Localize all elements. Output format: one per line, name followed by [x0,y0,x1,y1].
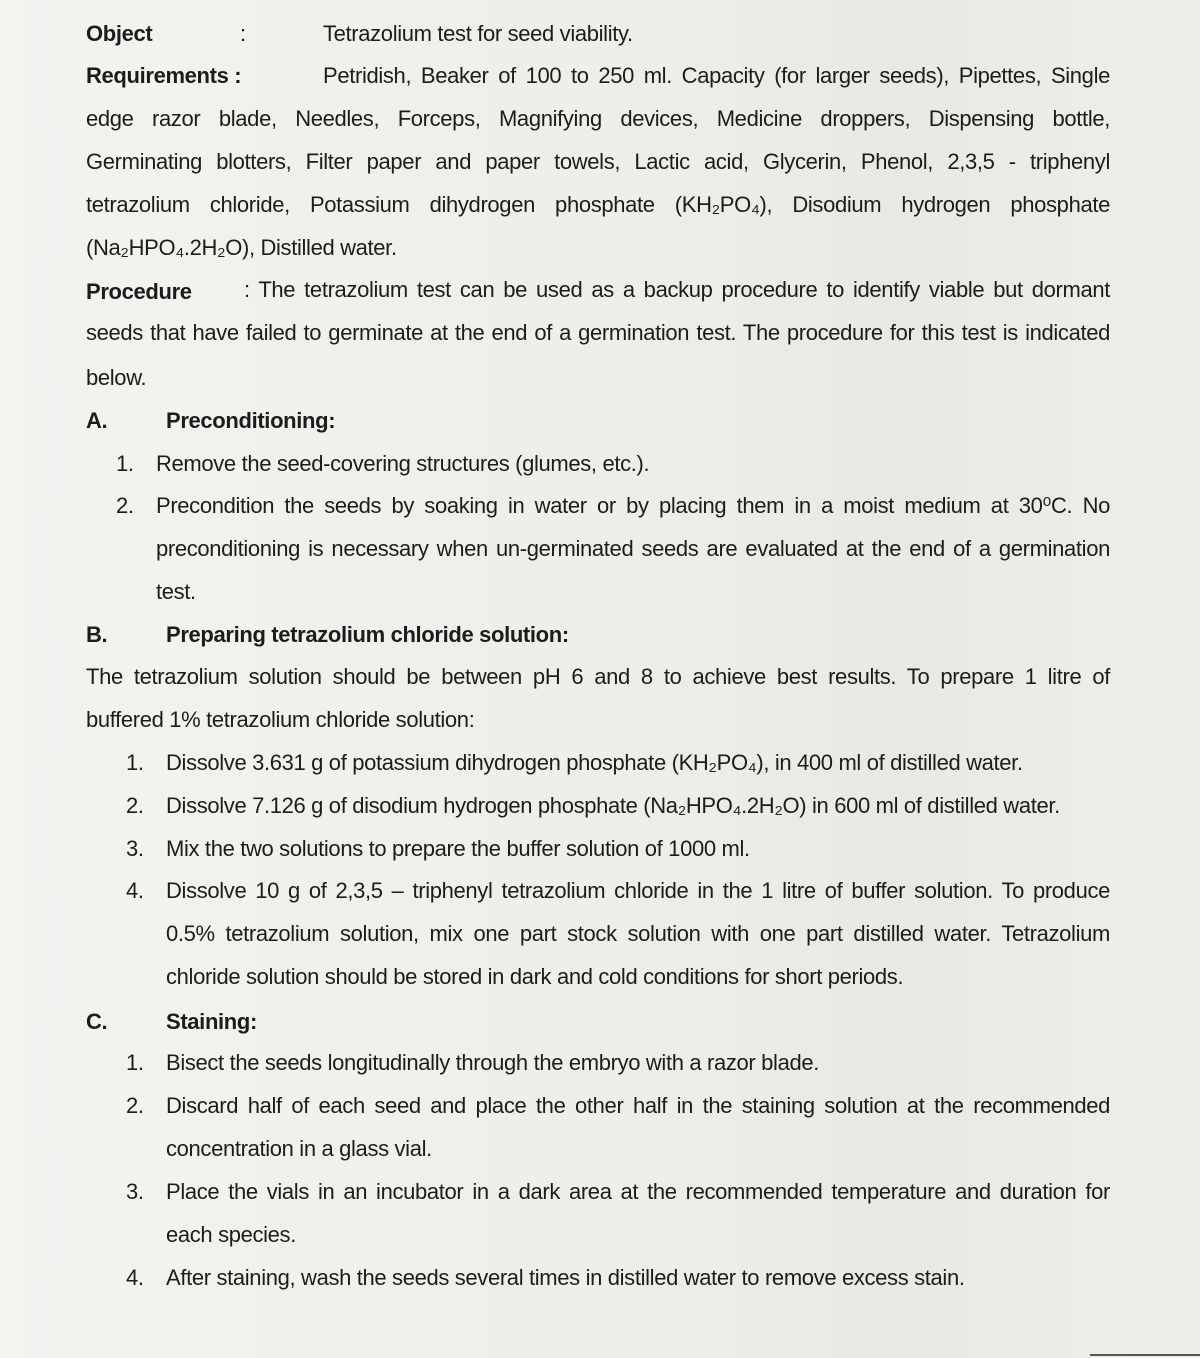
section-a-item-2-line-2: preconditioning is necessary when un-germinated seeds are evaluated at the end of a germination [156,536,1110,561]
section-c-item-2-num: 2. [126,1093,144,1118]
section-c-item-3-line-2: each species. [166,1222,296,1247]
section-c-item-3-num: 3. [126,1179,144,1204]
procedure-line-1: : The tetrazolium test can be used as a backup procedure to identify viable but dormant [244,277,1110,302]
section-b-item-3-num: 3. [126,836,144,861]
section-b-item-2-num: 2. [126,793,144,818]
requirements-line-3: Germinating blotters, Filter paper and paper towels, Lactic acid, Glycerin, Phenol, 2,3,5 - triphenyl [86,149,1110,174]
section-b-intro-2: buffered 1% tetrazolium chloride solution: [86,707,475,732]
section-b-item-4-num: 4. [126,878,144,903]
requirements-label: Requirements : [86,63,242,88]
section-c-item-2-line-1: Discard half of each seed and place the other half in the staining solution at the recommended [166,1093,1110,1118]
section-b-heading: Preparing tetrazolium chloride solution: [166,622,569,647]
section-c-item-3-line-1: Place the vials in an incubator in a dark area at the recommended temperature and duration for [166,1179,1110,1204]
section-b-item-4-line-3: chloride solution should be stored in dark and cold conditions for short periods. [166,964,904,989]
section-a-item-2-line-3: test. [156,579,196,604]
page-bottom-rule [1090,1354,1200,1356]
requirements-line-5: (Na₂HPO₄.2H₂O), Distilled water. [86,235,397,260]
procedure-line-2: seeds that have failed to germinate at the end of a germination test. The procedure for this test is indicated [86,320,1110,345]
requirements-line-4: tetrazolium chloride, Potassium dihydrogen phosphate (KH₂PO₄), Disodium hydrogen phosphate [86,192,1110,217]
section-c-item-4-text: After staining, wash the seeds several times in distilled water to remove excess stain. [166,1265,965,1290]
procedure-line-3: below. [86,365,147,390]
section-c-item-2-line-2: concentration in a glass vial. [166,1136,432,1161]
section-c-item-4-num: 4. [126,1265,144,1290]
object-label: Object [86,21,153,46]
section-a-letter: A. [86,408,108,433]
section-b-item-4-line-1: Dissolve 10 g of 2,3,5 – triphenyl tetrazolium chloride in the 1 litre of buffer solution. To produce [166,878,1110,903]
section-a-item-2-line-1: Precondition the seeds by soaking in water or by placing them in a moist medium at 30⁰C. No [156,493,1110,518]
object-text: Tetrazolium test for seed viability. [323,21,633,46]
section-b-letter: B. [86,622,108,647]
section-a-item-1-num: 1. [116,451,134,476]
section-a-item-1-text: Remove the seed-covering structures (glumes, etc.). [156,451,650,476]
section-b-item-3-text: Mix the two solutions to prepare the buffer solution of 1000 ml. [166,836,750,861]
section-a-heading: Preconditioning: [166,408,336,433]
section-c-letter: C. [86,1009,108,1034]
requirements-line-1: Petridish, Beaker of 100 to 250 ml. Capacity (for larger seeds), Pipettes, Single [323,63,1110,88]
section-b-item-2-text: Dissolve 7.126 g of disodium hydrogen phosphate (Na₂HPO₄.2H₂O) in 600 ml of distilled water. [166,793,1060,818]
section-a-item-2-num: 2. [116,493,134,518]
section-b-intro-1: The tetrazolium solution should be between pH 6 and 8 to achieve best results. To prepare 1 litre of [86,664,1110,689]
section-b-item-1-text: Dissolve 3.631 g of potassium dihydrogen phosphate (KH₂PO₄), in 400 ml of distilled water. [166,750,1023,775]
object-colon: : [240,21,246,46]
section-c-item-1-text: Bisect the seeds longitudinally through the embryo with a razor blade. [166,1050,819,1075]
section-b-item-4-line-2: 0.5% tetrazolium solution, mix one part stock solution with one part distilled water. Tetrazolium [166,921,1110,946]
procedure-label: Procedure [86,279,192,304]
requirements-line-2: edge razor blade, Needles, Forceps, Magnifying devices, Medicine droppers, Dispensing bottle, [86,106,1110,131]
section-c-item-1-num: 1. [126,1050,144,1075]
section-c-heading: Staining: [166,1009,257,1034]
section-b-item-1-num: 1. [126,750,144,775]
